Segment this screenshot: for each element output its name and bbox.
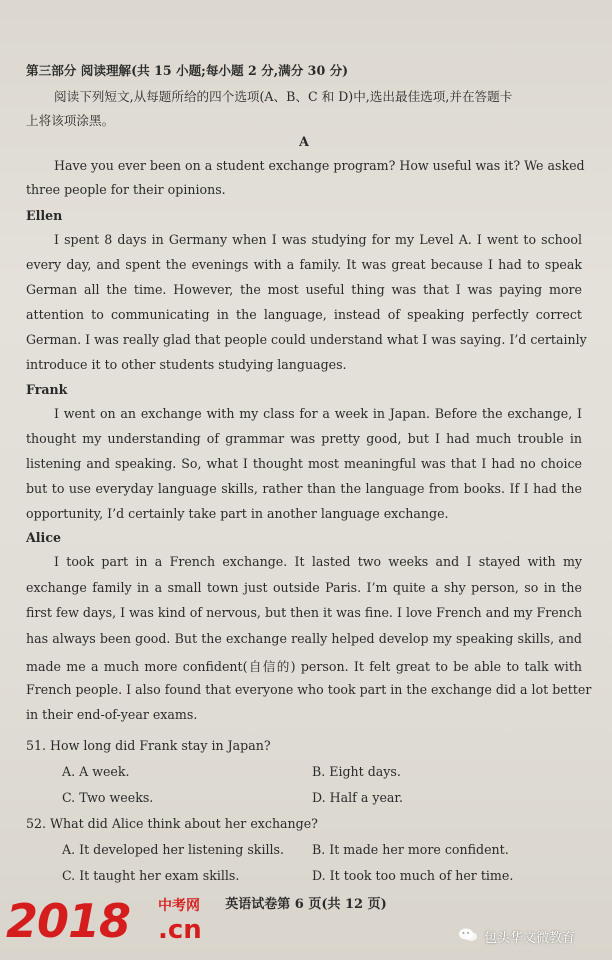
frank-line: listening and speaking. So, what I thought most meaningful was that I had no choice [26,456,582,471]
ellen-line: every day, and spent the evenings with a family. It was great because I had to speak [26,257,582,272]
q51-option-b: B. Eight days. [312,764,401,779]
question-52: 52. What did Alice think about her exchange? [26,816,318,831]
passage-intro-line-2: three people for their opinions. [26,182,226,197]
instruction-line-2: 上将该项涂黑。 [26,113,115,128]
page-number: 英语试卷第 6 页(共 12 页) [225,897,387,912]
alice-line: I took part in a French exchange. It lasted two weeks and I stayed with my [54,554,582,569]
speaker-frank: Frank [26,382,68,397]
site-logo [6,893,206,949]
frank-line: I went on an exchange with my class for a week in Japan. Before the exchange, I [54,406,582,421]
speaker-ellen: Ellen [26,208,63,223]
wechat-watermark [458,925,608,947]
logo-domain: .cn [158,915,202,945]
q51-option-a: A. A week. [62,764,130,779]
q51-option-d: D. Half a year. [312,790,404,805]
alice-line: French people. I also found that everyone who took part in the exchange did a lot better [26,681,592,697]
alice-line: has always been good. But the exchange really helped develop my speaking skills, and [26,630,582,646]
wechat-account-name: 包头华文微教育 [484,931,576,946]
q52-option-a: A. It developed her listening skills. [62,842,284,857]
question-51: 51. How long did Frank stay in Japan? [26,738,271,753]
speaker-alice: Alice [26,530,62,545]
frank-line: opportunity, I’d certainly take part in another language exchange. [26,506,449,521]
ellen-line: introduce it to other students studying languages. [26,357,347,372]
ellen-line: German. I was really glad that people could understand what I was saying. I’d certainly [26,332,587,347]
alice-line: made me a much more confident(自信的) person. It felt great to be able to talk with [26,659,582,674]
passage-intro-line-1: Have you ever been on a student exchange program? How useful was it? We asked [54,158,585,173]
ellen-line: German all the time. However, the most useful thing was that I was paying more [26,282,582,297]
logo-number: 2018 [6,894,131,948]
ellen-line: attention to communicating in the language, instead of speaking perfectly correct [26,307,582,322]
q52-option-c: C. It taught her exam skills. [62,868,240,883]
alice-line: first few days, I was kind of nervous, but then it was fine. I love French and my French [26,605,582,620]
frank-line: but to use everyday language skills, rather than the language from books. If I had the [26,481,582,496]
logo-site-name: 中考网 [158,898,200,914]
q52-option-b: B. It made her more confident. [312,842,509,857]
wechat-icon [458,927,478,943]
q51-option-c: C. Two weeks. [62,790,154,805]
instruction-line-1: 阅读下列短文,从每题所给的四个选项(A、B、C 和 D)中,选出最佳选项,并在答题卡 [54,89,513,104]
frank-line: thought my understanding of grammar was pretty good, but I had much trouble in [26,431,582,446]
q52-option-d: D. It took too much of her time. [312,868,514,883]
alice-line: exchange family in a small town just outside Paris. I’m quite a shy person, so in the [26,579,582,595]
section-title: 第三部分 阅读理解(共 15 小题;每小题 2 分,满分 30 分) [26,63,349,78]
ellen-line: I spent 8 days in Germany when I was studying for my Level A. I went to school [54,232,582,247]
alice-line: in their end-of-year exams. [26,707,198,722]
passage-label: A [299,134,309,149]
